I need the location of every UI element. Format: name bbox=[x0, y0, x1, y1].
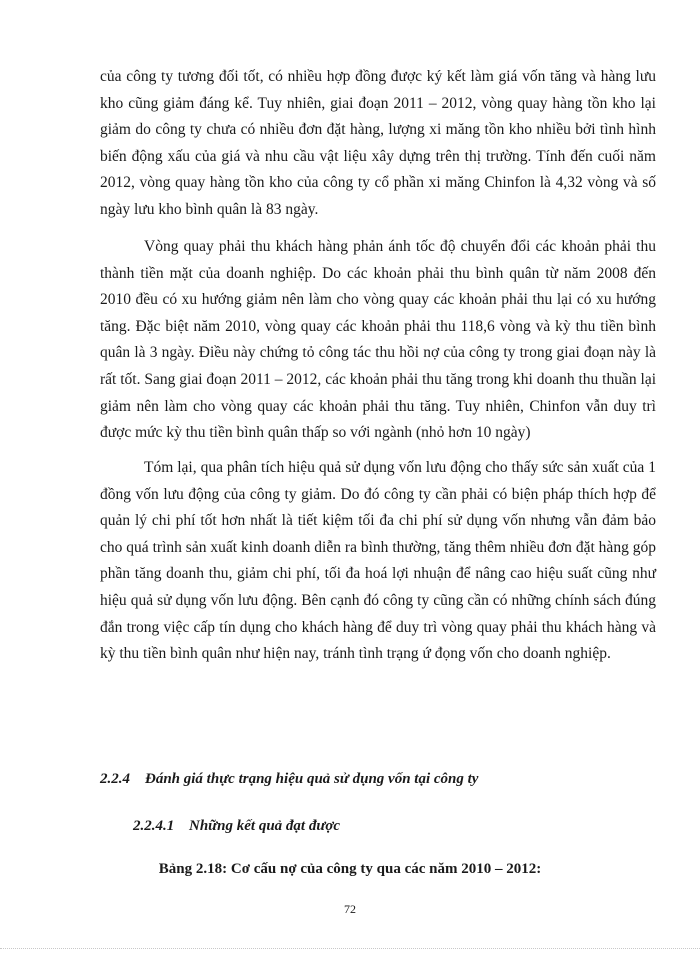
table-caption: Bảng 2.18: Cơ cấu nợ của công ty qua các năm 2010 – 2012: bbox=[158, 861, 542, 877]
section-heading bbox=[100, 771, 478, 788]
subsection-heading bbox=[133, 818, 340, 835]
page-number: 72 bbox=[344, 902, 356, 916]
section-title: Đánh giá thực trạng hiệu quả sử dụng vốn tại công ty bbox=[145, 771, 479, 787]
subsection-number: 2.2.4.1 bbox=[133, 818, 175, 834]
paragraph-receivables-turnover: Vòng quay phải thu khách hàng phản ánh tốc độ chuyển đổi các khoản phải thu thành tiền mặt của doanh nghiệp. Do các khoản phải thu bình quân từ năm 2008 đến 2010 đều có xu hướng giảm nên làm cho vòng quay các khoản phải thu lại có xu hướng tăng. Đặc biệt năm 2010, vòng quay các khoản phải thu 118,6 vòng và kỳ thu tiền bình quân là 3 ngày. Điều này chứng tỏ công tác thu hồi nợ của công ty trong giai đoạn này là rất tốt. Sang giai đoạn 2011 – 2012, các khoản phải thu tăng trong khi doanh thu thuần lại giảm nên làm cho vòng quay các khoản phải thu tăng. Tuy nhiên, Chinfon vẫn duy trì được mức kỳ thu tiền bình quân thấp so với ngành (nhỏ hơn 10 ngày) bbox=[100, 238, 656, 442]
paragraph-summary: Tóm lại, qua phân tích hiệu quả sử dụng vốn lưu động cho thấy sức sản xuất của 1 đồng vốn lưu động của công ty giảm. Do đó công ty cần phải có biện pháp thích hợp để quản lý chi phí tốt hơn nhất là tiết kiệm tối đa chi phí sử dụng vốn nhưng vẫn đảm bảo cho quá trình sản xuất kinh doanh diễn ra bình thường, tăng thêm nhiều đơn đặt hàng góp phần tăng doanh thu, giảm chi phí, tối đa hoá lợi nhuận để nâng cao hiệu suất cũng như hiệu quả sử dụng vốn lưu động. Bên cạnh đó công ty cũng cần có những chính sách đúng đắn trong việc cấp tín dụng cho khách hàng để duy trì vòng quay phải thu khách hàng và kỳ thu tiền bình quân như hiện nay, tránh tình trạng ứ đọng vốn cho doanh nghiệp. bbox=[100, 459, 656, 663]
section-number: 2.2.4 bbox=[100, 771, 130, 787]
page-bottom-divider bbox=[0, 948, 700, 949]
paragraph-inventory-turnover: của công ty tương đối tốt, có nhiều hợp đồng được ký kết làm giá vốn tăng và hàng lưu kho cũng giảm đáng kể. Tuy nhiên, giai đoạn 2011 – 2012, vòng quay hàng tồn kho lại giảm do công ty chưa có nhiều đơn đặt hàng, lượng xi măng tồn kho nhiều bởi tình hình biến động xấu của giá và nhu cầu vật liệu xây dựng trên thị trường. Tính đến cuối năm 2012, vòng quay hàng tồn kho của công ty cổ phần xi măng Chinfon là 4,32 vòng và số ngày lưu kho bình quân là 83 ngày. bbox=[100, 68, 656, 218]
subsection-title: Những kết quả đạt được bbox=[189, 818, 341, 834]
